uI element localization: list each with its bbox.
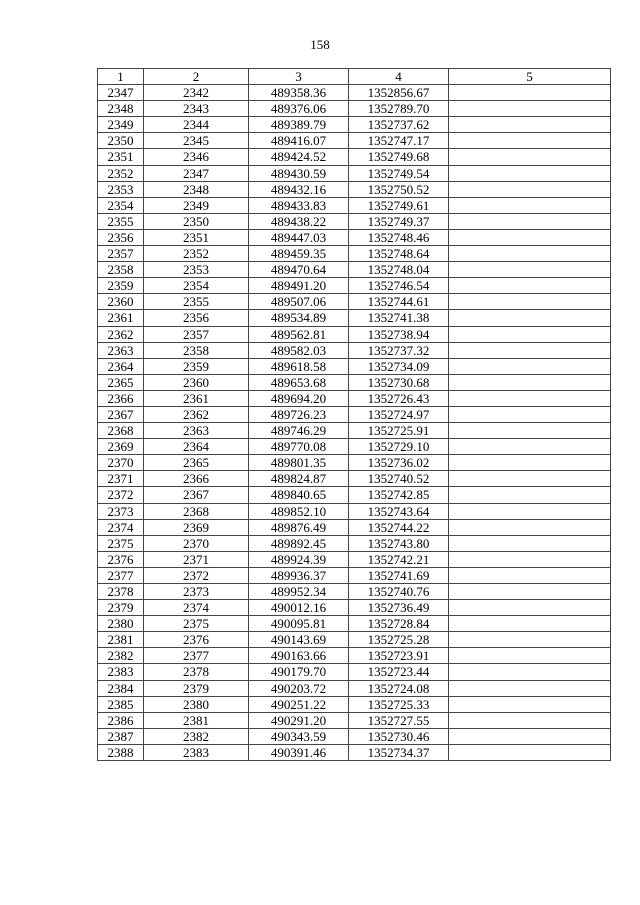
table-cell: 489618.58: [249, 358, 349, 374]
table-cell: 2377: [144, 648, 249, 664]
table-cell: 2372: [98, 487, 144, 503]
table-cell: 2345: [144, 133, 249, 149]
table-cell: 1352725.91: [349, 423, 449, 439]
table-cell: 2348: [98, 101, 144, 117]
table-cell: 2369: [144, 519, 249, 535]
table-cell: 1352748.04: [349, 262, 449, 278]
table-cell: 2379: [144, 680, 249, 696]
table-cell: 1352742.21: [349, 551, 449, 567]
coordinates-table: [97, 68, 611, 761]
table-cell: 489582.03: [249, 342, 349, 358]
table-cell: 1352743.64: [349, 503, 449, 519]
table-row: [98, 229, 611, 245]
table-cell: 2360: [98, 294, 144, 310]
table-cell: [449, 567, 611, 583]
table-cell: 1352742.85: [349, 487, 449, 503]
table-cell: [449, 342, 611, 358]
table-cell: 1352737.32: [349, 342, 449, 358]
table-cell: 2377: [98, 567, 144, 583]
table-cell: 2350: [98, 133, 144, 149]
table-cell: 2373: [144, 584, 249, 600]
table-cell: [449, 326, 611, 342]
table-cell: 490251.22: [249, 696, 349, 712]
table-cell: 489653.68: [249, 374, 349, 390]
column-header: 1: [98, 69, 144, 85]
table-cell: 1352748.64: [349, 246, 449, 262]
table-cell: 489892.45: [249, 535, 349, 551]
table-cell: 2349: [98, 117, 144, 133]
table-cell: 1352724.97: [349, 406, 449, 422]
table-cell: 2355: [98, 213, 144, 229]
table-row: [98, 310, 611, 326]
table-cell: 2350: [144, 213, 249, 229]
table-cell: [449, 117, 611, 133]
table-cell: 1352741.38: [349, 310, 449, 326]
table-cell: 2376: [98, 551, 144, 567]
table-cell: 2353: [98, 181, 144, 197]
table-row: [98, 246, 611, 262]
table-cell: 2359: [98, 278, 144, 294]
table-cell: 489432.16: [249, 181, 349, 197]
table-row: [98, 374, 611, 390]
table-cell: 2378: [98, 584, 144, 600]
table-cell: 2367: [144, 487, 249, 503]
table-cell: 2349: [144, 197, 249, 213]
table-cell: 2362: [98, 326, 144, 342]
table-cell: 2375: [144, 616, 249, 632]
table-row: [98, 181, 611, 197]
table-cell: [449, 213, 611, 229]
table-cell: 489534.89: [249, 310, 349, 326]
table-row: [98, 664, 611, 680]
table-cell: 1352728.84: [349, 616, 449, 632]
table-cell: 2384: [98, 680, 144, 696]
table-cell: [449, 390, 611, 406]
table-cell: 1352748.46: [349, 229, 449, 245]
table-cell: 490012.16: [249, 600, 349, 616]
table-cell: 490095.81: [249, 616, 349, 632]
table-row: [98, 632, 611, 648]
table-cell: 1352740.52: [349, 471, 449, 487]
table-cell: [449, 133, 611, 149]
table-cell: 1352736.02: [349, 455, 449, 471]
table-cell: [449, 696, 611, 712]
table-row: [98, 471, 611, 487]
table-cell: 2369: [98, 439, 144, 455]
table-cell: [449, 439, 611, 455]
table-cell: 489852.10: [249, 503, 349, 519]
table-cell: 1352727.55: [349, 712, 449, 728]
table-cell: 1352743.80: [349, 535, 449, 551]
table-row: [98, 519, 611, 535]
table-cell: 2344: [144, 117, 249, 133]
table-cell: [449, 229, 611, 245]
table-cell: 1352734.37: [349, 744, 449, 760]
table-cell: [449, 664, 611, 680]
table-cell: 1352725.33: [349, 696, 449, 712]
table-cell: 1352736.49: [349, 600, 449, 616]
table-row: [98, 535, 611, 551]
table-cell: [449, 101, 611, 117]
table-cell: 2372: [144, 567, 249, 583]
table-cell: [449, 712, 611, 728]
table-cell: [449, 584, 611, 600]
column-header: 4: [349, 69, 449, 85]
table-cell: 489952.34: [249, 584, 349, 600]
table-cell: 489459.35: [249, 246, 349, 262]
table-cell: [449, 744, 611, 760]
table-cell: 1352730.46: [349, 728, 449, 744]
table-cell: 2355: [144, 294, 249, 310]
table-row: [98, 294, 611, 310]
table-cell: 2387: [98, 728, 144, 744]
table-row: [98, 551, 611, 567]
table-cell: 2380: [98, 616, 144, 632]
table-cell: 489746.29: [249, 423, 349, 439]
table-cell: 2364: [144, 439, 249, 455]
table-cell: [449, 535, 611, 551]
table-cell: 1352723.44: [349, 664, 449, 680]
table-row: [98, 728, 611, 744]
table-cell: [449, 310, 611, 326]
table-row: [98, 712, 611, 728]
table-cell: [449, 406, 611, 422]
table-row: [98, 648, 611, 664]
table-cell: [449, 246, 611, 262]
table-cell: [449, 165, 611, 181]
table-cell: 2352: [98, 165, 144, 181]
table-cell: [449, 487, 611, 503]
table-cell: 2354: [98, 197, 144, 213]
table-cell: 2375: [98, 535, 144, 551]
table-cell: 2374: [98, 519, 144, 535]
table-cell: [449, 294, 611, 310]
table-cell: [449, 632, 611, 648]
table-cell: 489430.59: [249, 165, 349, 181]
table-row: [98, 262, 611, 278]
table-cell: 489936.37: [249, 567, 349, 583]
table-cell: 2347: [98, 85, 144, 101]
table-cell: 2342: [144, 85, 249, 101]
table-cell: [449, 728, 611, 744]
table-cell: [449, 149, 611, 165]
table-cell: 2363: [144, 423, 249, 439]
table-cell: 489924.39: [249, 551, 349, 567]
table-cell: 2383: [98, 664, 144, 680]
table-cell: 1352744.61: [349, 294, 449, 310]
table-cell: 2385: [98, 696, 144, 712]
table-row: [98, 680, 611, 696]
table-cell: 1352740.76: [349, 584, 449, 600]
table-cell: [449, 648, 611, 664]
table-cell: 2370: [144, 535, 249, 551]
table-row: [98, 616, 611, 632]
table-cell: 2382: [98, 648, 144, 664]
table-row: [98, 439, 611, 455]
table-cell: 1352734.09: [349, 358, 449, 374]
table-cell: 489424.52: [249, 149, 349, 165]
table-cell: 2371: [98, 471, 144, 487]
table-row: [98, 503, 611, 519]
table-cell: 2351: [98, 149, 144, 165]
table-cell: 1352741.69: [349, 567, 449, 583]
table-cell: [449, 616, 611, 632]
table-cell: 490343.59: [249, 728, 349, 744]
table-row: [98, 600, 611, 616]
table-row: [98, 487, 611, 503]
table-cell: 2364: [98, 358, 144, 374]
table-cell: 1352789.70: [349, 101, 449, 117]
table-cell: [449, 600, 611, 616]
table-cell: 2379: [98, 600, 144, 616]
table-cell: 490179.70: [249, 664, 349, 680]
table-cell: 2370: [98, 455, 144, 471]
table-cell: 2343: [144, 101, 249, 117]
table-row: [98, 117, 611, 133]
column-header: 3: [249, 69, 349, 85]
table-cell: [449, 262, 611, 278]
table-cell: 1352738.94: [349, 326, 449, 342]
table-row: [98, 326, 611, 342]
table-cell: 489507.06: [249, 294, 349, 310]
table-cell: 489433.83: [249, 197, 349, 213]
table-cell: 489562.81: [249, 326, 349, 342]
table-cell: 1352737.62: [349, 117, 449, 133]
table-row: [98, 133, 611, 149]
table-cell: [449, 503, 611, 519]
table-cell: 1352856.67: [349, 85, 449, 101]
table-cell: 1352746.54: [349, 278, 449, 294]
table-cell: [449, 519, 611, 535]
table-cell: [449, 423, 611, 439]
table-cell: 2374: [144, 600, 249, 616]
table-cell: 2365: [98, 374, 144, 390]
table-cell: [449, 197, 611, 213]
table-cell: 2361: [98, 310, 144, 326]
table-cell: 2354: [144, 278, 249, 294]
table-cell: 490143.69: [249, 632, 349, 648]
table-cell: 2368: [144, 503, 249, 519]
table-cell: [449, 181, 611, 197]
table-cell: 1352723.91: [349, 648, 449, 664]
table-cell: 2352: [144, 246, 249, 262]
table-cell: 1352747.17: [349, 133, 449, 149]
table-cell: 490163.66: [249, 648, 349, 664]
table-cell: 2381: [98, 632, 144, 648]
table-cell: 2363: [98, 342, 144, 358]
table-row: [98, 342, 611, 358]
table-cell: 1352725.28: [349, 632, 449, 648]
table-row: [98, 358, 611, 374]
table-cell: 2357: [144, 326, 249, 342]
table-cell: 1352749.37: [349, 213, 449, 229]
table-cell: 1352749.61: [349, 197, 449, 213]
table-cell: 489389.79: [249, 117, 349, 133]
table-cell: 2361: [144, 390, 249, 406]
table-header-row: [98, 69, 611, 85]
table-cell: 2348: [144, 181, 249, 197]
table-cell: 489770.08: [249, 439, 349, 455]
table-cell: 2382: [144, 728, 249, 744]
table-row: [98, 149, 611, 165]
table-cell: 1352749.54: [349, 165, 449, 181]
table-cell: 489694.20: [249, 390, 349, 406]
table-body: [98, 85, 611, 761]
table-row: [98, 165, 611, 181]
table-cell: 2356: [98, 229, 144, 245]
table-cell: [449, 455, 611, 471]
table-cell: 2381: [144, 712, 249, 728]
table-cell: 490203.72: [249, 680, 349, 696]
page-number: 158: [310, 37, 330, 52]
table-cell: 1352749.68: [349, 149, 449, 165]
table-cell: 2368: [98, 423, 144, 439]
table-cell: 489824.87: [249, 471, 349, 487]
table-cell: [449, 374, 611, 390]
table-cell: 489358.36: [249, 85, 349, 101]
table-cell: 1352724.08: [349, 680, 449, 696]
table-cell: [449, 680, 611, 696]
table-cell: 2358: [144, 342, 249, 358]
table-cell: 2358: [98, 262, 144, 278]
table-cell: 489726.23: [249, 406, 349, 422]
table-cell: 490391.46: [249, 744, 349, 760]
table-cell: 489801.35: [249, 455, 349, 471]
table-cell: 489470.64: [249, 262, 349, 278]
column-header: 2: [144, 69, 249, 85]
table-cell: 2371: [144, 551, 249, 567]
table-row: [98, 584, 611, 600]
table-cell: 489876.49: [249, 519, 349, 535]
table-cell: 2359: [144, 358, 249, 374]
table-cell: 489447.03: [249, 229, 349, 245]
table-cell: 1352726.43: [349, 390, 449, 406]
table-cell: 2388: [98, 744, 144, 760]
table-row: [98, 455, 611, 471]
column-header: 5: [449, 69, 611, 85]
table-cell: 490291.20: [249, 712, 349, 728]
table-row: [98, 390, 611, 406]
table-cell: 2366: [144, 471, 249, 487]
table-cell: 2386: [98, 712, 144, 728]
table-cell: 2366: [98, 390, 144, 406]
table-cell: 2351: [144, 229, 249, 245]
table-cell: 2357: [98, 246, 144, 262]
table-cell: [449, 85, 611, 101]
table-cell: 489438.22: [249, 213, 349, 229]
table-row: [98, 696, 611, 712]
table-cell: 2367: [98, 406, 144, 422]
table-cell: 2360: [144, 374, 249, 390]
table-cell: 2380: [144, 696, 249, 712]
table-cell: 2356: [144, 310, 249, 326]
table-row: [98, 85, 611, 101]
table-cell: [449, 551, 611, 567]
table-cell: 489491.20: [249, 278, 349, 294]
table-row: [98, 406, 611, 422]
table-cell: 1352729.10: [349, 439, 449, 455]
table-cell: 2373: [98, 503, 144, 519]
table-cell: 2347: [144, 165, 249, 181]
table-row: [98, 213, 611, 229]
table-row: [98, 101, 611, 117]
table-cell: 489840.65: [249, 487, 349, 503]
table-cell: 2362: [144, 406, 249, 422]
table-cell: [449, 471, 611, 487]
table-row: [98, 423, 611, 439]
table-cell: 489376.06: [249, 101, 349, 117]
table-row: [98, 197, 611, 213]
table-cell: 2383: [144, 744, 249, 760]
table-row: [98, 744, 611, 760]
table-cell: 489416.07: [249, 133, 349, 149]
table-cell: 2365: [144, 455, 249, 471]
table-row: [98, 278, 611, 294]
table-cell: 2346: [144, 149, 249, 165]
table-cell: 2376: [144, 632, 249, 648]
table-cell: 1352730.68: [349, 374, 449, 390]
table-row: [98, 567, 611, 583]
table-cell: 1352744.22: [349, 519, 449, 535]
table-cell: 2353: [144, 262, 249, 278]
table-cell: 1352750.52: [349, 181, 449, 197]
table-cell: 2378: [144, 664, 249, 680]
table-cell: [449, 278, 611, 294]
table-cell: [449, 358, 611, 374]
